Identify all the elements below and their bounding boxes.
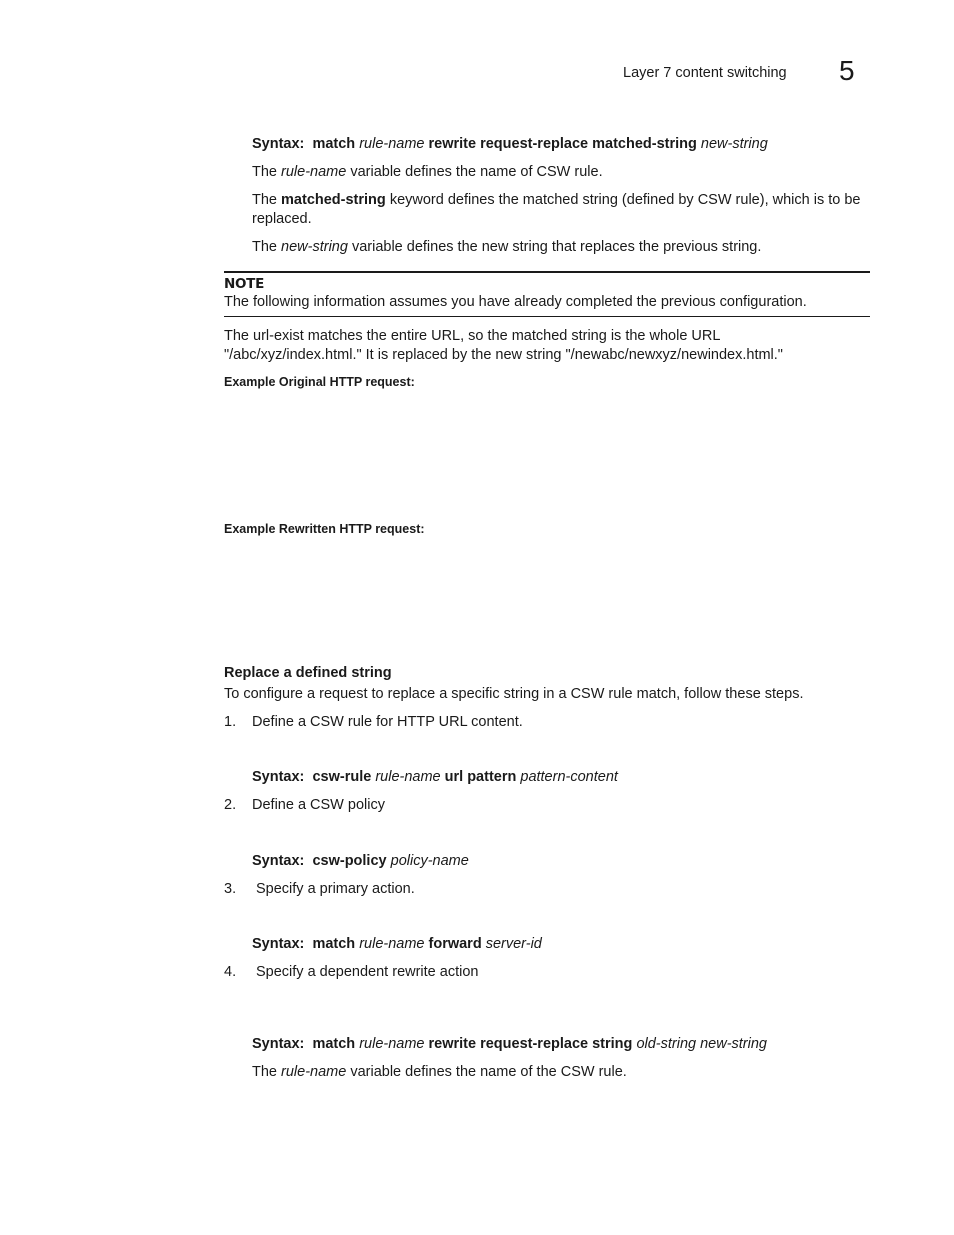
param-desc-rule-name — [252, 163, 603, 182]
desc-text: variable defines the new string that replaces the previous string. — [351, 239, 762, 255]
step-text: Define a CSW rule for HTTP URL content. — [252, 714, 523, 730]
syntax-keyword: rewrite request-replace string — [428, 1036, 633, 1052]
syntax-line-rewrite-string — [252, 1035, 767, 1054]
syntax-variable: rule-name — [359, 936, 425, 952]
url-exist-paragraph-line1: The url-exist matches the entire URL, so the matched string is the whole URL — [224, 328, 721, 344]
syntax-variable: new-string — [700, 136, 768, 152]
syntax-command: match — [312, 936, 356, 952]
syntax-command: match — [312, 136, 356, 152]
note-label: NOTE — [224, 276, 265, 292]
syntax-variable: old-string new-string — [636, 1036, 767, 1052]
example-original-request-label: Example Original HTTP request: — [224, 375, 415, 389]
syntax-line-csw-policy — [252, 852, 469, 871]
step-text: Specify a dependent rewrite action — [256, 964, 479, 980]
example-rewritten-request-label: Example Rewritten HTTP request: — [224, 522, 425, 536]
syntax-variable: server-id — [485, 936, 542, 952]
syntax-variable: rule-name — [359, 1036, 425, 1052]
syntax-label: Syntax: — [252, 1036, 305, 1052]
desc-variable: new-string — [281, 239, 348, 255]
section-intro: To configure a request to replace a specific string in a CSW rule match, follow these steps. — [224, 686, 804, 702]
syntax-label: Syntax: — [252, 853, 305, 869]
syntax-keyword: forward — [428, 936, 482, 952]
note-top-rule — [224, 271, 870, 273]
step-number: 4. — [224, 964, 237, 980]
desc-text: keyword defines the matched string (defined by CSW rule), which is to be replaced. — [252, 192, 861, 227]
syntax-variable: pattern-content — [520, 769, 618, 785]
section-heading: Replace a defined string — [224, 665, 392, 681]
syntax-command: match — [312, 1036, 356, 1052]
step-4 — [224, 963, 478, 982]
desc-text: The — [252, 192, 277, 208]
param-desc-rule-name-final — [252, 1063, 627, 1082]
desc-text: The — [252, 1064, 277, 1080]
param-desc-new-string — [252, 238, 761, 257]
syntax-line-forward — [252, 935, 542, 954]
syntax-variable: policy-name — [390, 853, 469, 869]
step-text: Specify a primary action. — [256, 881, 415, 897]
running-header-title: Layer 7 content switching — [623, 65, 787, 81]
step-text: Define a CSW policy — [252, 797, 385, 813]
desc-text: The — [252, 164, 277, 180]
syntax-variable: rule-name — [359, 136, 425, 152]
desc-text: variable defines the name of CSW rule. — [350, 164, 603, 180]
note-bottom-rule — [224, 316, 870, 317]
step-number: 2. — [224, 797, 237, 813]
syntax-line-csw-rule — [252, 768, 618, 787]
syntax-label: Syntax: — [252, 936, 305, 952]
syntax-keyword: url pattern — [444, 769, 517, 785]
syntax-label: Syntax: — [252, 769, 305, 785]
syntax-keyword: rewrite request-replace matched-string — [428, 136, 697, 152]
desc-variable: rule-name — [281, 164, 347, 180]
syntax-variable: rule-name — [375, 769, 441, 785]
note-text: The following information assumes you have already completed the previous configuration. — [224, 294, 807, 310]
param-desc-matched-string — [252, 191, 872, 229]
step-number: 3. — [224, 881, 237, 897]
url-exist-paragraph-line2: "/abc/xyz/index.html." It is replaced by the new string "/newabc/newxyz/newindex.html." — [224, 347, 783, 363]
step-3 — [224, 880, 415, 899]
syntax-command: csw-rule — [312, 769, 372, 785]
step-2 — [224, 796, 385, 815]
syntax-command: csw-policy — [312, 853, 387, 869]
syntax-line-rewrite-matched — [252, 135, 768, 154]
desc-text: The — [252, 239, 277, 255]
desc-text: variable defines the name of the CSW rule. — [350, 1064, 627, 1080]
syntax-label: Syntax: — [252, 136, 305, 152]
desc-keyword: matched-string — [281, 192, 386, 208]
chapter-number: 5 — [839, 55, 855, 86]
step-number: 1. — [224, 714, 237, 730]
desc-variable: rule-name — [281, 1064, 347, 1080]
step-1 — [224, 713, 523, 732]
